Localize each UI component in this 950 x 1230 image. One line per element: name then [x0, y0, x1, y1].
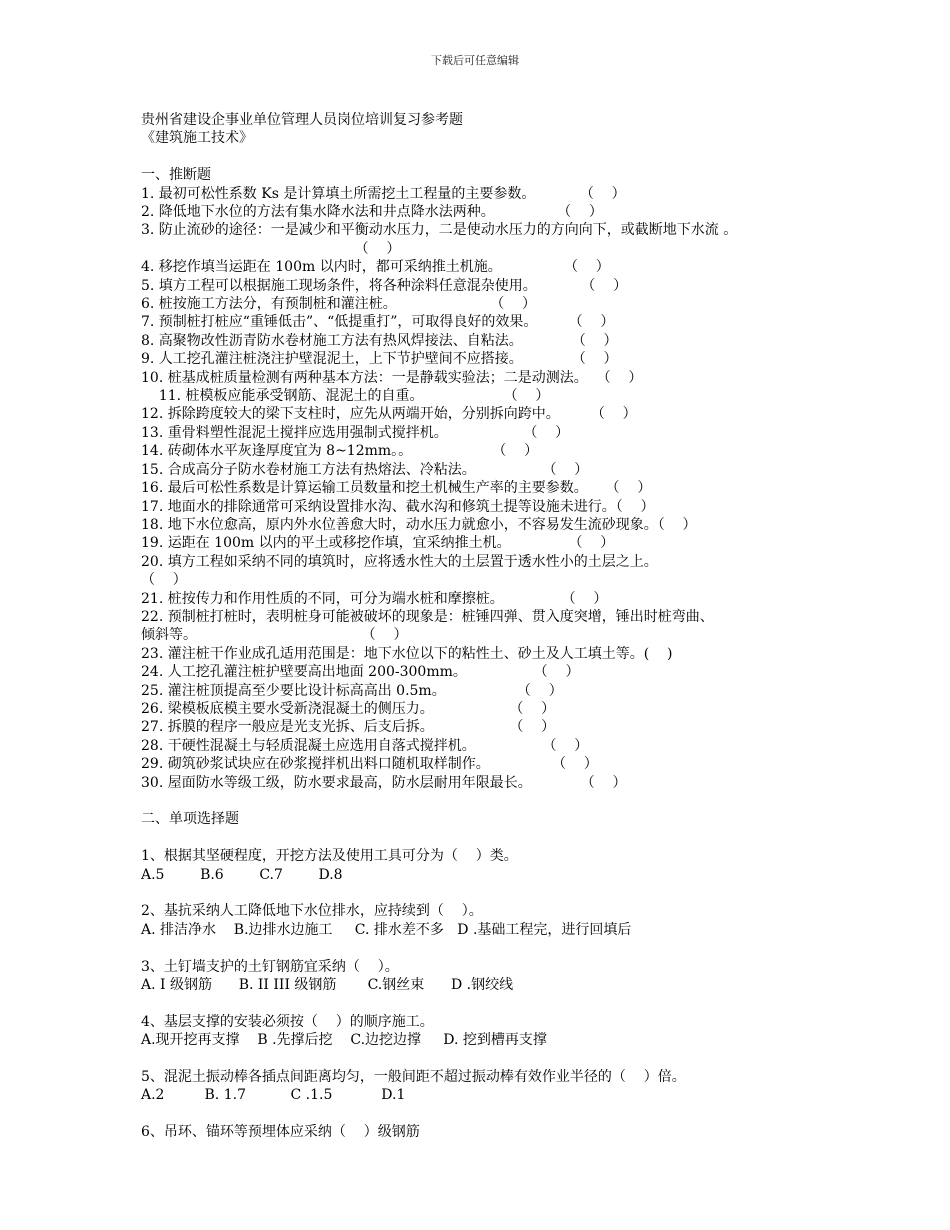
list-item: 17. 地面水的排除通常可采纳设置排水沟、截水沟和修筑土提等设施未进行。（ ） [141, 498, 655, 515]
list-item: 23. 灌注桩干作业成孔适用范围是：地下水位以下的粘性土、砂土及人工填土等。( ) [141, 645, 673, 662]
question-text: 5、混泥土振动棒各插点间距离均匀，一般间距不超过振动棒有效作业半径的（ ）倍。 [141, 1069, 686, 1086]
question-options: A.5 B.6 C.7 D.8 [141, 866, 343, 883]
list-item: 29. 砌筑砂浆试块应在砂浆搅拌机出料口随机取样制作。 （ ） [141, 756, 598, 773]
list-item: 25. 灌注桩顶提高至少要比设计标高高出 0.5m。 （ ） [141, 682, 563, 699]
section-heading-judgement: 一、推断题 [141, 167, 211, 184]
question-text: 6、吊环、锚环等预埋体应采纳（ ）级钢筋 [141, 1124, 420, 1141]
list-item: 15. 合成高分子防水卷材施工方法有热熔法、冷粘法。 （ ） [141, 461, 589, 478]
list-item: 4. 移挖作填当运距在 100m 以内时，都可采纳推土机施。 （ ） [141, 259, 610, 276]
list-item: 22. 预制桩打桩时，表明桩身可能被破坏的现象是：桩锤四弹、贯入度突增，锤出时桩弯曲、 [141, 608, 714, 625]
spacer [141, 884, 831, 902]
list-item: 6. 桩按施工方法分，有预制桩和灌注桩。 （ ） [141, 296, 537, 313]
list-item: 13. 重骨料塑性混泥土搅拌应选用强制式搅拌机。 （ ） [141, 424, 570, 441]
list-item: 8. 高聚物改性沥青防水卷材施工方法有热风焊接法、自粘法。 （ ） [141, 332, 618, 349]
judgement-list [141, 185, 831, 792]
list-item: 19. 运距在 100m 以内的平土或移挖作填，宜采纳推土机。 （ ） [141, 535, 615, 552]
list-item: （ ） [141, 572, 187, 589]
list-item: 11. 桩模板应能承受钢筋、混泥土的自重。 （ ） [141, 388, 550, 405]
list-item: 10. 桩基成桩质量检测有两种基本方法：一是静载实验法；二是动测法。 （ ） [141, 369, 643, 386]
list-item: 9. 人工挖孔灌注桩浇注护壁混泥土，上下节护壁间不应搭接。 （ ） [141, 351, 618, 368]
question-2 [141, 902, 831, 939]
question-6 [141, 1123, 831, 1141]
question-options: A. I 级钢筋 B. II III 级钢筋 C.钢丝束 D .钢绞线 [141, 977, 514, 994]
list-item: 14. 砖砌体水平灰逢厚度宜为 8~12mm。。 （ ） [141, 443, 539, 460]
document-body [141, 111, 831, 1142]
list-item: 26. 梁模板底模主要水受新浇混凝土的侧压力。 （ ） [141, 700, 556, 717]
spacer [141, 939, 831, 957]
list-item: 倾斜等。 （ ） [141, 627, 408, 644]
section-heading-choice: 二、单项选择题 [141, 811, 239, 828]
list-item: 12. 拆除跨度较大的梁下支柱时，应先从两端开始，分别拆向跨中。 （ ） [141, 406, 637, 423]
list-item: 30. 屋面防水等级工级，防水要求最高，防水层耐用年限最长。 （ ） [141, 774, 627, 791]
document-title: 贵州省建设企事业单位管理人员岗位培训复习参考题 [141, 112, 463, 128]
spacer [141, 792, 831, 810]
list-item: 18. 地下水位愈高，原内外水位善愈大时，动水压力就愈小，不容易发生流砂现象。（ ） [141, 516, 697, 533]
list-item: （ ） [141, 240, 401, 257]
question-text: 2、基抗采纳人工降低地下水位排水，应持续到（ ）。 [141, 903, 483, 920]
list-item: 27. 拆膜的程序一般应是光支光拆、后支后拆。 （ ） [141, 719, 556, 736]
spacer [141, 829, 831, 847]
list-item: 28. 干硬性混凝土与轻质混凝土应选用自落式搅拌机。 （ ） [141, 737, 589, 754]
list-item: 1. 最初可松性系数 Ks 是计算填土所需挖土工程量的主要参数。 （ ） [141, 185, 626, 202]
question-3 [141, 958, 831, 995]
list-item: 16. 最后可松性系数是计算运输工员数量和挖土机械生产率的主要参数。 （ ） [141, 480, 652, 497]
spacer [141, 1050, 831, 1068]
question-text: 1、根据其坚硬程度，开挖方法及使用工具可分为（ ）类。 [141, 848, 518, 865]
question-options: A.2 B. 1.7 C .1.5 D.1 [141, 1087, 406, 1104]
page-header: 下载后可任意编辑 [431, 54, 519, 67]
list-item: 2. 降低地下水位的方法有集水降水法和井点降水法两种。 （ ） [141, 204, 603, 221]
list-item: 3. 防止流砂的途径：一是减少和平衡动水压力，二是使动水压力的方向向下，或截断地下水流 。 [141, 222, 738, 239]
question-5 [141, 1068, 831, 1105]
list-item: 20. 填方工程如采纳不同的填筑时，应将透水性大的土层置于透水性小的土层之上。 [141, 553, 658, 570]
question-text: 3、土钉墙支护的土钉钢筋宜采纳（ ）。 [141, 958, 399, 975]
spacer [141, 994, 831, 1012]
list-item: 21. 桩按传力和作用性质的不同，可分为端水桩和摩擦桩。 （ ） [141, 590, 608, 607]
question-options: A.现开挖再支撑 B .先撑后挖 C.边挖边撑 D. 挖到槽再支撑 [141, 1032, 547, 1049]
question-1 [141, 847, 831, 884]
question-options: A. 排洁净水 B.边排水边施工 C. 排水差不多 D .基础工程完，进行回填后 [141, 921, 632, 938]
spacer [141, 1105, 831, 1123]
list-item: 7. 预制桩打桩应“重锤低击”、“低提重打”，可取得良好的效果。 （ ） [141, 314, 615, 331]
document-subtitle: 《建筑施工技术》 [141, 130, 253, 147]
question-4 [141, 1013, 831, 1050]
list-item: 5. 填方工程可以根据施工现场条件，将各种涂料任意混杂使用。 （ ） [141, 277, 628, 294]
spacer [141, 148, 831, 166]
list-item: 24. 人工挖孔灌注桩护壁要高出地面 200-300mm。 （ ） [141, 664, 580, 681]
question-text: 4、基层支撑的安装必须按（ ）的顺序施工。 [141, 1013, 434, 1030]
